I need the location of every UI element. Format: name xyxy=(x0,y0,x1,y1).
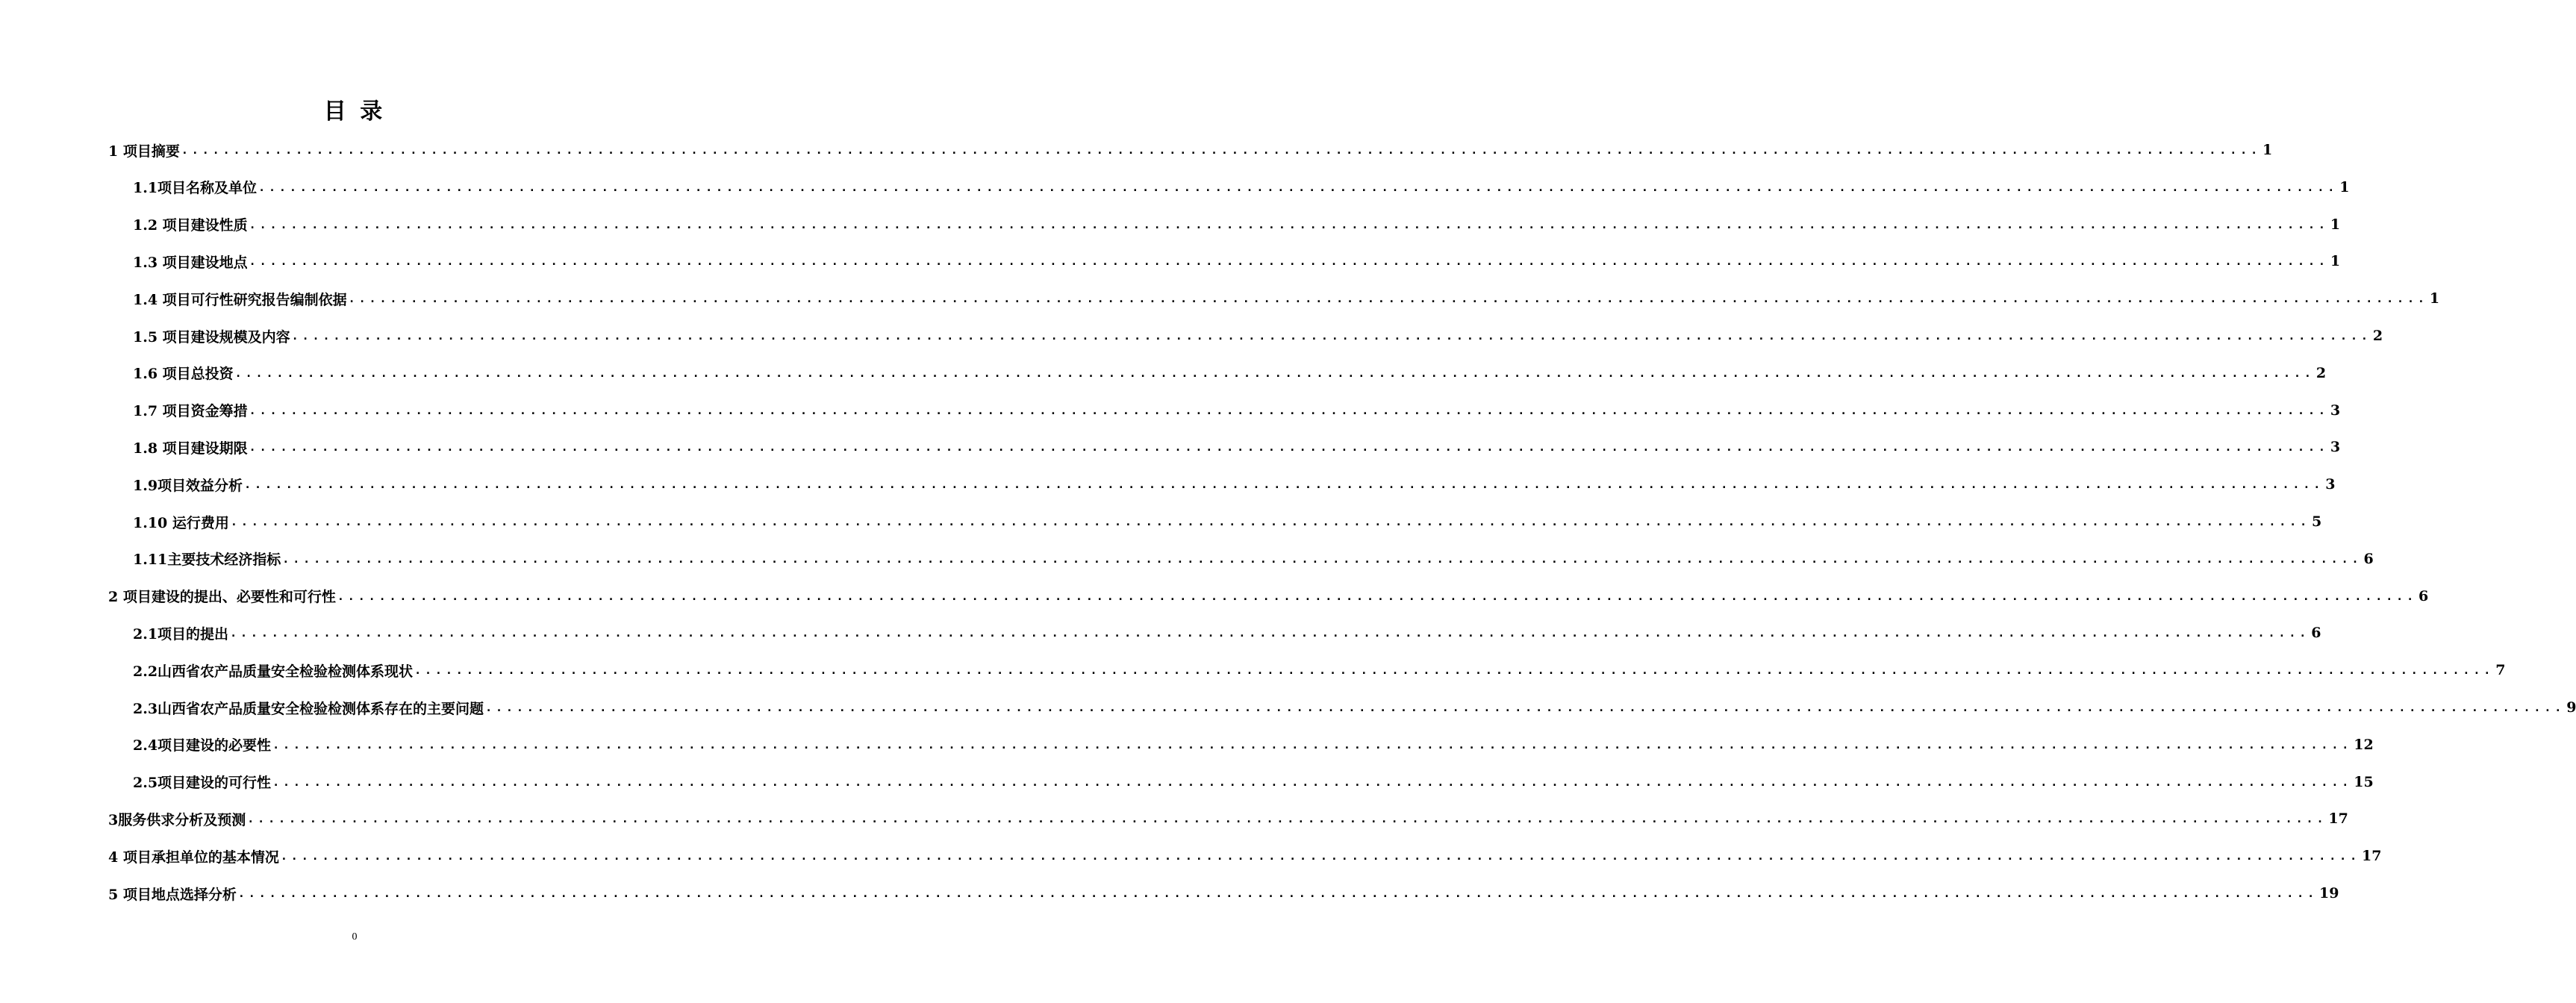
toc-entry-label: 2.4项目建设的必要性 xyxy=(133,737,272,754)
toc-entry-label: 1.5 项目建设规模及内容 xyxy=(133,328,290,346)
toc-entry[interactable] xyxy=(108,578,2429,615)
toc-entry-page: 1 xyxy=(2429,290,2440,307)
toc-entry-page: 1 xyxy=(2339,178,2350,196)
page-title: 目 录 xyxy=(323,99,386,125)
toc-entry-label: 1.10 运行费用 xyxy=(133,514,229,531)
toc-entry-label: 4 项目承担单位的基本情况 xyxy=(108,849,279,866)
toc-entry-page: 3 xyxy=(2330,439,2341,456)
toc-entry-page: 19 xyxy=(2319,885,2339,902)
toc-entry-label: 1.7 项目资金筹措 xyxy=(133,403,248,420)
toc-leader-dots: ........................................................................................................................................................................................................ xyxy=(272,737,2353,752)
toc-entry[interactable] xyxy=(133,726,2374,763)
toc-entry-label: 2.3山西省农产品质量安全检验检测体系存在的主要问题 xyxy=(133,700,484,717)
toc-entry-page: 2 xyxy=(2315,364,2327,381)
toc-entry-page: 9 xyxy=(2566,699,2576,716)
toc-entry-label: 1.9项目效益分析 xyxy=(133,477,243,494)
toc-entry[interactable] xyxy=(133,243,2341,280)
toc-leader-dots: ........................................................................................................................................................................................................ xyxy=(230,515,2311,528)
toc-entry-page: 6 xyxy=(2311,625,2321,642)
toc-entry[interactable] xyxy=(133,763,2374,801)
toc-entry-label: 1.4 项目可行性研究报告编制依据 xyxy=(133,291,347,308)
toc-entry-page: 1 xyxy=(2330,216,2341,233)
toc-leader-dots: ........................................................................................................................................................................................................ xyxy=(247,812,2327,826)
toc-entry-label: 1.1项目名称及单位 xyxy=(133,180,258,197)
toc-entry[interactable] xyxy=(133,354,2327,392)
toc-entry-label: 1.8 项目建设期限 xyxy=(133,440,248,457)
toc-entry-label: 2.5项目建设的可行性 xyxy=(133,775,272,792)
toc-leader-dots: ........................................................................................................................................................................................................ xyxy=(234,366,2315,380)
page-number: 0 xyxy=(352,931,358,943)
toc-leader-dots: ........................................................................................................................................................................................................ xyxy=(414,663,2495,678)
toc-entry-page: 6 xyxy=(2363,550,2374,567)
toc-entry[interactable] xyxy=(133,280,2440,317)
toc-entry-page: 5 xyxy=(2312,513,2322,530)
toc-entry[interactable] xyxy=(108,800,2348,837)
toc-leader-dots: ........................................................................................................................................................................................................ xyxy=(244,478,2324,492)
toc-entry[interactable] xyxy=(133,169,2350,206)
toc-leader-dots: ........................................................................................................................................................................................................ xyxy=(485,701,2566,714)
toc-leader-dots: ........................................................................................................................................................................................................ xyxy=(249,217,2329,231)
toc-entry-label: 2 项目建设的提出、必要性和可行性 xyxy=(108,589,336,606)
toc-entry-page: 17 xyxy=(2328,810,2348,828)
toc-entry-page: 15 xyxy=(2354,773,2374,790)
toc-entry-label: 1.3 项目建设地点 xyxy=(133,254,248,271)
toc-entry-label: 1.2 项目建设性质 xyxy=(133,217,248,234)
toc-leader-dots: ........................................................................................................................................................................................................ xyxy=(282,552,2363,566)
toc-leader-dots: ........................................................................................................................................................................................................ xyxy=(291,329,2371,343)
toc-entry[interactable] xyxy=(133,540,2374,578)
toc-entry[interactable] xyxy=(133,652,2506,689)
toc-entry[interactable] xyxy=(133,503,2322,540)
toc-entry-label: 1.11主要技术经济指标 xyxy=(133,552,281,569)
toc-entry[interactable] xyxy=(133,689,2576,726)
toc-entry[interactable] xyxy=(133,317,2383,354)
toc-entry-label: 1.6 项目总投资 xyxy=(133,366,234,383)
toc-entry[interactable] xyxy=(133,206,2341,243)
toc-entry[interactable] xyxy=(108,875,2339,912)
toc-leader-dots: ........................................................................................................................................................................................................ xyxy=(237,887,2318,900)
toc-leader-dots: ........................................................................................................................................................................................................ xyxy=(230,626,2310,640)
toc-entry[interactable] xyxy=(133,428,2341,466)
toc-entry-page: 3 xyxy=(2325,476,2336,493)
toc-entry-page: 6 xyxy=(2418,587,2429,604)
toc-entry[interactable] xyxy=(133,614,2321,652)
toc-entry-label: 2.2山西省农产品质量安全检验检测体系现状 xyxy=(133,663,414,680)
toc-entry[interactable] xyxy=(108,131,2273,169)
toc-leader-dots: ........................................................................................................................................................................................................ xyxy=(272,775,2353,789)
toc-leader-dots: ........................................................................................................................................................................................................ xyxy=(337,589,2417,603)
toc-entry-page: 7 xyxy=(2495,662,2506,679)
toc-entry-page: 2 xyxy=(2372,328,2383,344)
toc-entry-page: 12 xyxy=(2354,736,2374,753)
toc-entry-page: 17 xyxy=(2362,848,2382,865)
toc-entry-page: 3 xyxy=(2330,401,2341,419)
toc-entry-page: 1 xyxy=(2262,142,2273,158)
toc-entry[interactable] xyxy=(133,466,2336,503)
toc-leader-dots: ........................................................................................................................................................................................................ xyxy=(249,254,2329,269)
toc-entry-label: 1 项目摘要 xyxy=(108,143,180,160)
toc-leader-dots: ........................................................................................................................................................................................................ xyxy=(280,849,2360,863)
toc-entry-page: 1 xyxy=(2330,253,2341,270)
toc-leader-dots: ........................................................................................................................................................................................................ xyxy=(181,143,2261,157)
toc-entry-label: 5 项目地点选择分析 xyxy=(108,886,237,903)
toc-entry-label: 3服务供求分析及预测 xyxy=(108,811,246,828)
toc-entry[interactable] xyxy=(108,837,2382,875)
toc-leader-dots: ........................................................................................................................................................................................................ xyxy=(348,292,2428,306)
toc-leader-dots: ........................................................................................................................................................................................................ xyxy=(258,180,2339,194)
toc-entry-label: 2.1项目的提出 xyxy=(133,625,229,643)
toc-entry[interactable] xyxy=(133,392,2341,429)
toc-leader-dots: ........................................................................................................................................................................................................ xyxy=(249,440,2329,454)
toc-leader-dots: ........................................................................................................................................................................................................ xyxy=(249,403,2329,417)
